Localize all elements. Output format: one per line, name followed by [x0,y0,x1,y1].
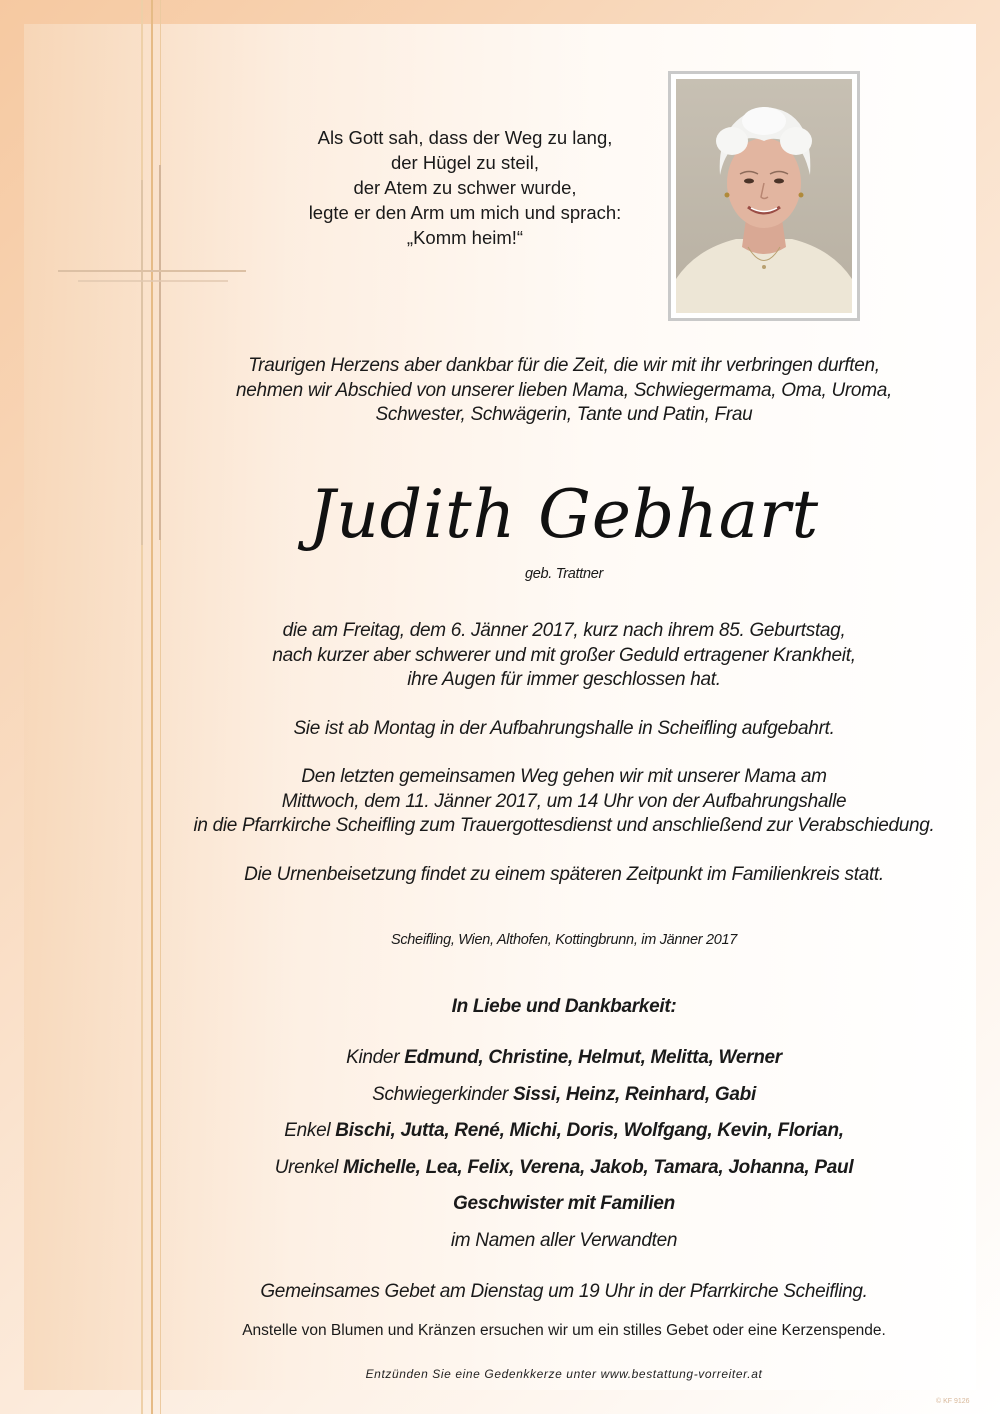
poem [250,125,680,250]
portrait-frame [668,71,860,321]
family-names: Bischi, Jutta, René, Michi, Doris, Wolfgang, Kevin, Florian, [335,1120,844,1141]
family-row-children [160,1040,968,1077]
poem-line: Als Gott sah, dass der Weg zu lang, [317,127,613,148]
family-row-relatives: im Namen aller Verwandten [450,1229,678,1251]
family-row-in-laws [160,1077,968,1114]
poem-line: legte er den Arm um mich und sprach: [308,202,622,223]
family-heading: In Liebe und Dankbarkeit: [451,996,677,1017]
family-row-great-grandchildren [160,1150,968,1187]
intro-line: Schwester, Schwägerin, Tante und Patin, Frau [375,404,753,425]
intro-line: nehmen wir Abschied von unserer lieben Mama, Schwiegermama, Oma, Uroma, [236,379,892,401]
family-label: Kinder [346,1047,400,1068]
intro-text [160,354,968,428]
deceased-name: Judith Gebhart [308,476,820,553]
family-names: Geschwister mit Familien [453,1193,675,1214]
intro-line: Traurigen Herzens aber dankbar für die Zeit, die wir mit ihr verbringen durften, [248,355,880,376]
family-label: Schwiegerkinder [372,1083,509,1105]
place-date: Scheifling, Wien, Althofen, Kottingbrunn, im Jänner 2017 [390,932,738,948]
memorial-candle-link[interactable]: Entzünden Sie eine Gedenkkerze unter www.bestattung-vorreiter.at [365,1367,763,1381]
family-row-grandchildren [160,1113,968,1150]
family-label: Urenkel [274,1156,339,1178]
poem-line: der Atem zu schwer wurde, [353,177,577,198]
poem-line: „Komm heim!“ [406,227,524,248]
funeral-line: Den letzten gemeinsamen Weg gehen wir mit unserer Mama am [301,766,827,787]
urn-notice: Die Urnenbeisetzung findet zu einem späteren Zeitpunkt im Familienkreis statt. [244,864,884,885]
death-notice-line: nach kurzer aber schwerer und mit großer Geduld ertragener Krankheit, [272,644,856,666]
maiden-name: geb. Trattner [524,566,604,582]
prayer-notice: Gemeinsames Gebet am Dienstag um 19 Uhr in der Pfarrkirche Scheifling. [260,1281,868,1302]
laid-out-notice: Sie ist ab Montag in der Aufbahrungshalle in Scheifling aufgebahrt. [293,718,835,739]
family-names: Edmund, Christine, Helmut, Melitta, Werner [404,1047,782,1068]
family-names: Sissi, Heinz, Reinhard, Gabi [513,1083,756,1105]
death-notice [160,619,968,693]
death-notice-line: die am Freitag, dem 6. Jänner 2017, kurz nach ihrem 85. Geburtstag, [282,620,846,641]
funeral-notice [160,765,968,839]
family-names: Michelle, Lea, Felix, Verena, Jakob, Tamara, Johanna, Paul [343,1156,854,1178]
family-list [160,1040,968,1259]
funeral-line: Mittwoch, dem 11. Jänner 2017, um 14 Uhr von der Aufbahrungshalle [281,790,847,812]
funeral-line: in die Pfarrkirche Scheifling zum Trauergottesdienst und anschließend zur Verabschiedung. [193,815,935,836]
family-label: Enkel [284,1120,331,1141]
corner-code: © KF 9126 [936,1398,970,1405]
portrait-photo [676,79,852,313]
poem-line: der Hügel zu steil, [390,152,540,173]
death-notice-line: ihre Augen für immer geschlossen hat. [407,669,721,690]
donation-note: Anstelle von Blumen und Kränzen ersuchen wir um ein stilles Gebet oder eine Kerzenspende. [242,1322,886,1339]
family-row-siblings [160,1186,968,1223]
